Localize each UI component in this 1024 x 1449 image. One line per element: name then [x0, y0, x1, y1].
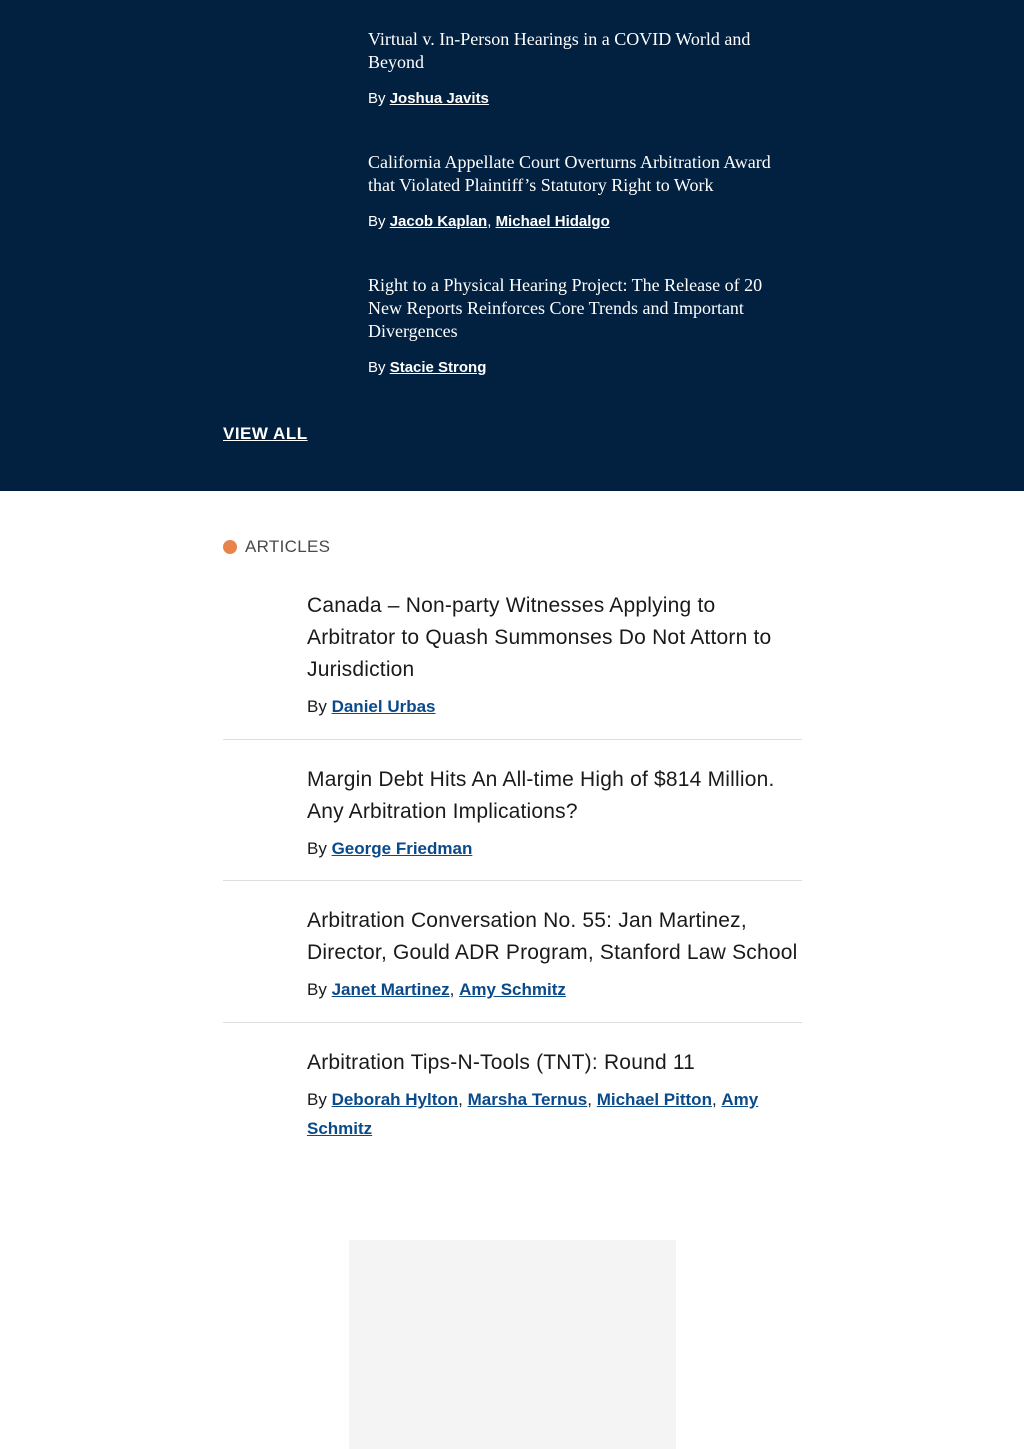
ad-placeholder: [349, 1240, 676, 1449]
article-title[interactable]: Canada – Non-party Witnesses Applying to Arbitrator to Quash Summonses Do Not Attorn to Jurisdiction: [307, 594, 772, 681]
featured-item-byline: By Jacob Kaplan, Michael Hidalgo: [368, 213, 610, 230]
list-item: [223, 1023, 802, 1143]
article-byline: By Janet Martinez, Amy Schmitz: [307, 980, 566, 999]
byline-prefix: By: [368, 213, 386, 230]
featured-item: [368, 274, 788, 378]
featured-list: [368, 28, 788, 420]
featured-item: [368, 151, 788, 232]
list-item: [223, 590, 802, 740]
section-dot-icon: [223, 540, 237, 554]
author-link[interactable]: Jacob Kaplan: [389, 213, 488, 230]
byline-prefix: By: [307, 839, 327, 858]
articles-list: [223, 590, 802, 1143]
author-link[interactable]: George Friedman: [331, 839, 473, 858]
byline-prefix: By: [307, 980, 327, 999]
byline-prefix: By: [307, 1090, 327, 1109]
featured-item-byline: [368, 358, 788, 378]
article-title[interactable]: Arbitration Conversation No. 55: Jan Martinez, Director, Gould ADR Program, Stanford Law School: [307, 909, 798, 964]
author-link[interactable]: Deborah Hylton: [331, 1090, 459, 1109]
featured-item-byline: [368, 89, 788, 109]
articles-section-label: [223, 537, 330, 557]
article-byline: By Deborah Hylton, Marsha Ternus, Michael Pitton, Amy Schmitz: [307, 1090, 759, 1138]
author-link[interactable]: Amy Schmitz: [459, 980, 566, 999]
article-title[interactable]: Arbitration Tips-N-Tools (TNT): Round 11: [307, 1051, 696, 1074]
byline-prefix: By: [307, 697, 327, 716]
view-all-link[interactable]: VIEW ALL: [223, 424, 308, 443]
author-link[interactable]: Daniel Urbas: [331, 697, 436, 716]
byline-prefix: By: [368, 359, 386, 376]
section-label-text: ARTICLES: [245, 537, 331, 556]
list-item: [223, 740, 802, 881]
author-link[interactable]: Michael Pitton: [596, 1090, 712, 1109]
featured-item: [368, 28, 788, 109]
article-byline: [307, 692, 802, 721]
featured-item-title[interactable]: Virtual v. In-Person Hearings in a COVID World and Beyond: [368, 29, 751, 72]
featured-section: [0, 0, 1024, 491]
featured-item-title[interactable]: California Appellate Court Overturns Arbitration Award that Violated Plaintiff’s Statutory Right to Work: [368, 152, 771, 195]
article-byline: [307, 834, 802, 863]
byline-prefix: By: [368, 90, 386, 107]
author-link[interactable]: Amy Schmitz: [307, 1090, 759, 1138]
list-item: [223, 881, 802, 1023]
author-link[interactable]: Janet Martinez: [331, 980, 450, 999]
author-link[interactable]: Marsha Ternus: [467, 1090, 588, 1109]
author-link[interactable]: Stacie Strong: [389, 359, 487, 376]
featured-item-title[interactable]: Right to a Physical Hearing Project: The Release of 20 New Reports Reinforces Core Trends and Important Divergences: [368, 275, 763, 341]
article-title[interactable]: Margin Debt Hits An All-time High of $814 Million. Any Arbitration Implications?: [307, 768, 775, 823]
author-link[interactable]: Michael Hidalgo: [495, 213, 610, 230]
author-link[interactable]: Joshua Javits: [389, 90, 489, 107]
